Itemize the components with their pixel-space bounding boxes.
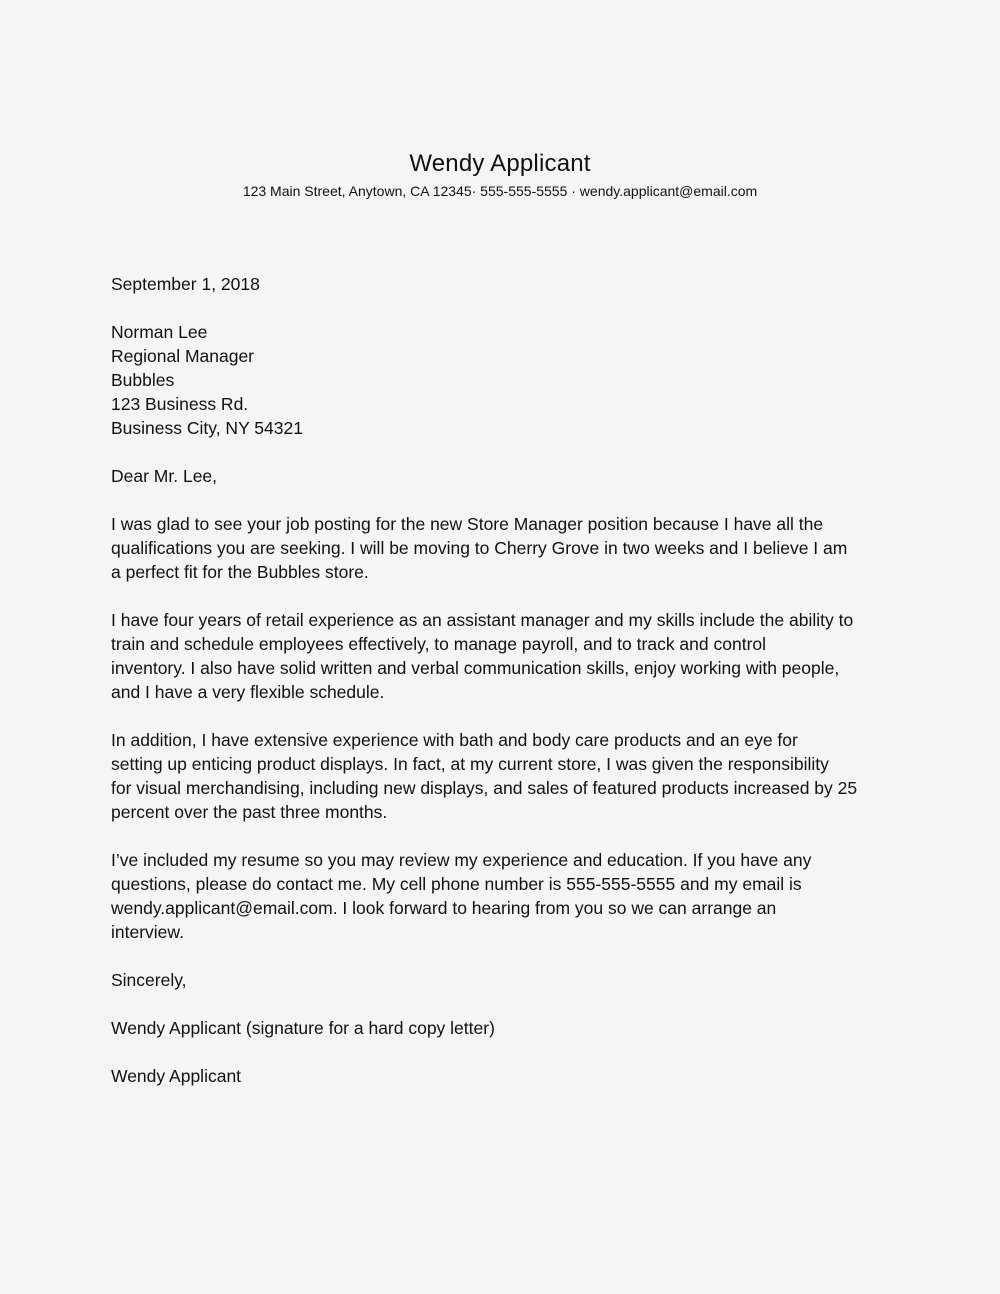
typed-name: Wendy Applicant	[111, 1066, 242, 1086]
spacer	[111, 488, 891, 512]
paragraph-line: In addition, I have extensive experience with bath and body care products and an eye for	[111, 730, 798, 750]
paragraph-line: I’ve included my resume so you may review my experience and education. If you have any	[111, 850, 812, 870]
recipient-name: Norman Lee	[111, 322, 208, 342]
paragraph-line: a perfect fit for the Bubbles store.	[111, 562, 369, 582]
recipient-company: Bubbles	[111, 370, 175, 390]
paragraph-line: questions, please do contact me. My cell phone number is 555-555-5555 and my email is	[111, 874, 802, 894]
spacer	[111, 944, 891, 968]
recipient-address	[111, 320, 891, 440]
salutation: Dear Mr. Lee,	[111, 466, 218, 486]
paragraph-3	[111, 728, 891, 824]
paragraph-line: wendy.applicant@email.com. I look forward to hearing from you so we can arrange an	[111, 898, 777, 918]
closing: Sincerely,	[111, 970, 187, 990]
paragraph-4	[111, 848, 891, 944]
signature-placeholder: Wendy Applicant (signature for a hard copy letter)	[111, 1018, 495, 1038]
sender-contact: 123 Main Street, Anytown, CA 12345· 555-555-5555 · wendy.applicant@email.com	[242, 183, 758, 199]
paragraph-line: percent over the past three months.	[111, 802, 388, 822]
recipient-city: Business City, NY 54321	[111, 418, 303, 438]
letterhead	[0, 148, 1000, 201]
paragraph-line: inventory. I also have solid written and verbal communication skills, enjoy working with people,	[111, 658, 840, 678]
paragraph-2	[111, 608, 891, 704]
recipient-title: Regional Manager	[111, 346, 255, 366]
paragraph-line: I have four years of retail experience as an assistant manager and my skills include the ability to	[111, 610, 854, 630]
spacer	[111, 704, 891, 728]
letter-date: September 1, 2018	[111, 274, 260, 294]
paragraph-line: for visual merchandising, including new displays, and sales of featured products increased by 25	[111, 778, 858, 798]
spacer	[111, 824, 891, 848]
paragraph-line: train and schedule employees effectively, to manage payroll, and to track and control	[111, 634, 767, 654]
recipient-street: 123 Business Rd.	[111, 394, 249, 414]
spacer	[111, 440, 891, 464]
paragraph-line: interview.	[111, 922, 184, 942]
spacer	[111, 584, 891, 608]
paragraph-line: I was glad to see your job posting for the new Store Manager position because I have all the	[111, 514, 824, 534]
spacer	[111, 992, 891, 1016]
paragraph-line: qualifications you are seeking. I will be moving to Cherry Grove in two weeks and I believe I am	[111, 538, 848, 558]
paragraph-line: setting up enticing product displays. In fact, at my current store, I was given the responsibility	[111, 754, 829, 774]
letter-body	[111, 272, 891, 1088]
sender-name: Wendy Applicant	[409, 150, 591, 177]
spacer	[111, 296, 891, 320]
paragraph-line: and I have a very flexible schedule.	[111, 682, 385, 702]
paragraph-1	[111, 512, 891, 584]
spacer	[111, 1040, 891, 1064]
